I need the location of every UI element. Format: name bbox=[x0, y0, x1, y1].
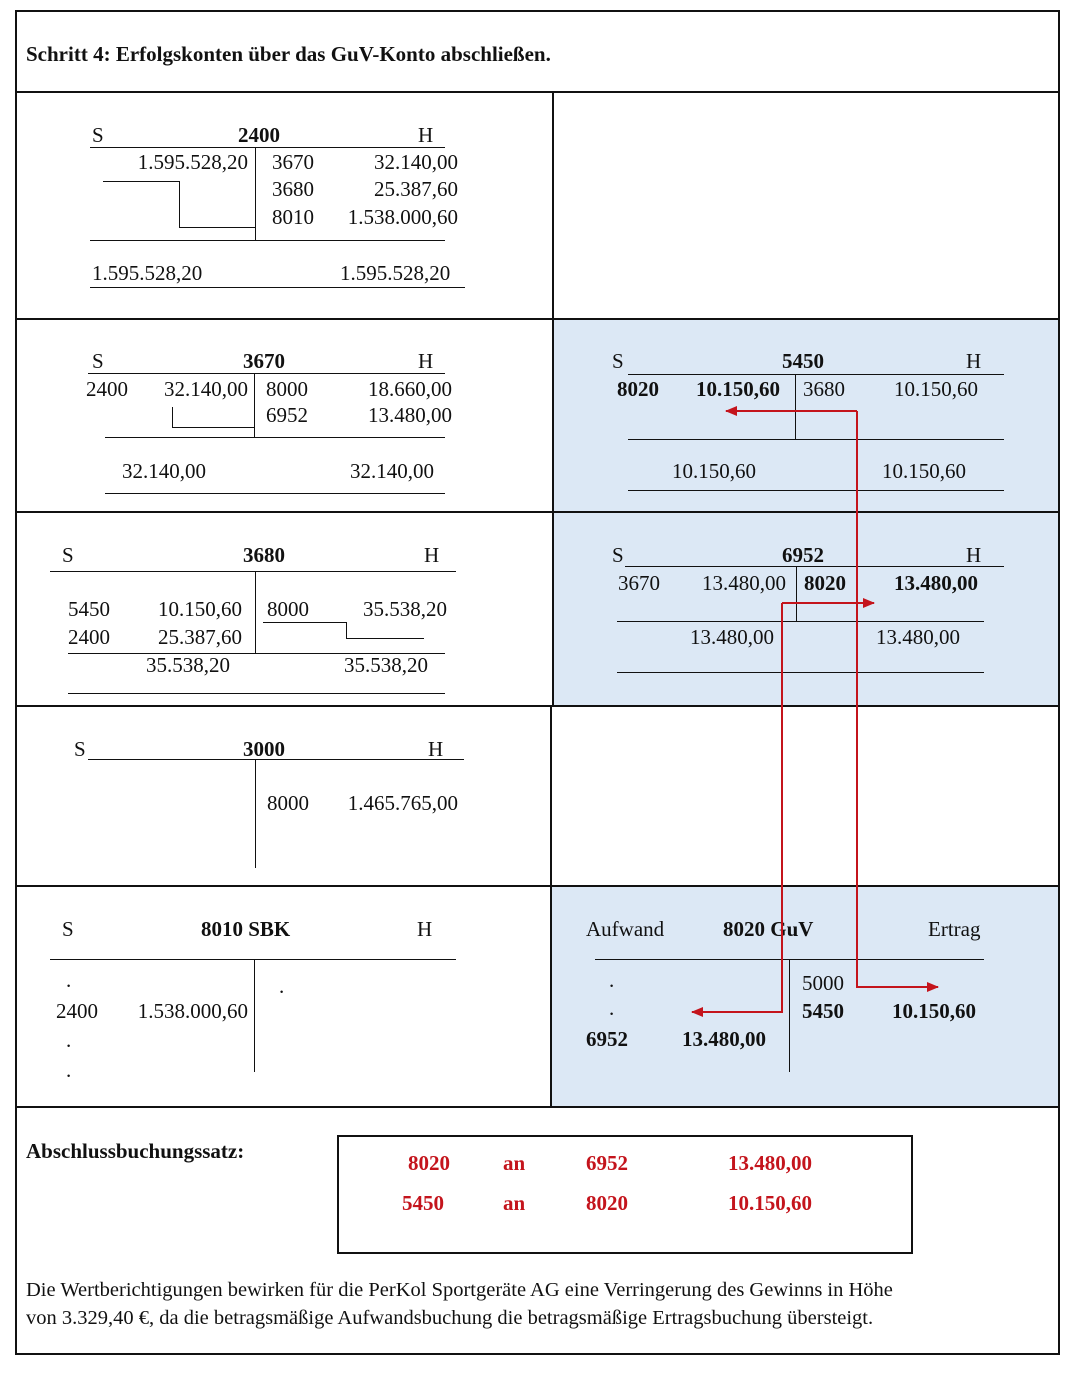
booking-an: an bbox=[503, 1191, 526, 1215]
total-credit: 13.480,00 bbox=[876, 625, 960, 649]
booking-debit: 5450 bbox=[402, 1191, 444, 1215]
page-title: Schritt 4: Erfolgskonten über das GuV-Konto abschließen. bbox=[26, 42, 551, 66]
entry-amount: 10.150,60 bbox=[892, 999, 976, 1023]
booking-amount: 13.480,00 bbox=[728, 1151, 812, 1175]
entry-amount: 13.480,00 bbox=[702, 571, 786, 595]
credit-label: H bbox=[966, 543, 982, 567]
entry-amount: 10.150,60 bbox=[696, 377, 780, 401]
debit-label: S bbox=[74, 737, 86, 761]
booking-debit: 8020 bbox=[408, 1151, 450, 1175]
total-debit: 1.595.528,20 bbox=[92, 261, 203, 285]
entry-amount: 1.595.528,20 bbox=[137, 150, 248, 174]
entry-amount: 10.150,60 bbox=[158, 597, 242, 621]
debit-label: S bbox=[612, 543, 624, 567]
account-number: 2400 bbox=[238, 123, 280, 147]
ellipsis-dot: . bbox=[609, 996, 615, 1020]
debit-label: S bbox=[62, 917, 74, 941]
debit-label: S bbox=[92, 349, 104, 373]
credit-label: H bbox=[417, 917, 433, 941]
entry-amount: 13.480,00 bbox=[682, 1027, 766, 1051]
debit-label: S bbox=[612, 349, 624, 373]
conclusion-line: Die Wertberichtigungen bewirken für die PerKol Sportgeräte AG eine Verringerung des Gewinns in Höhe bbox=[26, 1279, 893, 1301]
entry-account: 6952 bbox=[586, 1027, 628, 1051]
entry-account: 8000 bbox=[267, 597, 309, 621]
entry-amount: 32.140,00 bbox=[164, 377, 248, 401]
entry-amount: 13.480,00 bbox=[894, 571, 978, 595]
arrow-5450-to-guv bbox=[857, 411, 938, 987]
entry-amount: 25.387,60 bbox=[374, 177, 458, 201]
booking-amount: 10.150,60 bbox=[728, 1191, 812, 1215]
entry-account: 2400 bbox=[68, 625, 110, 649]
account-number: 8010 SBK bbox=[201, 917, 291, 941]
account-number: 3670 bbox=[243, 349, 285, 373]
credit-label: H bbox=[418, 349, 434, 373]
account-number: 8020 GuV bbox=[723, 917, 814, 941]
entry-amount: 10.150,60 bbox=[894, 377, 978, 401]
total-debit: 35.538,20 bbox=[146, 653, 230, 677]
debit-label: S bbox=[62, 543, 74, 567]
entry-amount: 35.538,20 bbox=[363, 597, 447, 621]
ellipsis-dot: . bbox=[66, 968, 72, 992]
entry-account: 5450 bbox=[68, 597, 110, 621]
booking-credit: 8020 bbox=[586, 1191, 628, 1215]
booking-label: Abschlussbuchungssatz: bbox=[26, 1139, 245, 1163]
entry-account: 5450 bbox=[802, 999, 844, 1023]
credit-label: H bbox=[418, 123, 434, 147]
conclusion-line: von 3.329,40 €, da die betragsmäßige Aufwandsbuchung die betragsmäßige Ertragsbuchung übersteigt. bbox=[26, 1307, 874, 1329]
total-debit: 32.140,00 bbox=[122, 459, 206, 483]
ellipsis-dot: . bbox=[279, 974, 285, 998]
entry-amount: 1.538.000,60 bbox=[347, 205, 458, 229]
credit-label: H bbox=[424, 543, 440, 567]
ellipsis-dot: . bbox=[66, 1058, 72, 1082]
entry-account: 8020 bbox=[617, 377, 659, 401]
entry-amount: 32.140,00 bbox=[374, 150, 458, 174]
credit-label: Ertrag bbox=[928, 917, 981, 941]
entry-amount: 25.387,60 bbox=[158, 625, 242, 649]
total-credit: 10.150,60 bbox=[882, 459, 966, 483]
entry-account: 3670 bbox=[618, 571, 660, 595]
account-number: 6952 bbox=[782, 543, 824, 567]
total-debit: 13.480,00 bbox=[690, 625, 774, 649]
account-number: 3000 bbox=[243, 737, 285, 761]
entry-account: 8020 bbox=[804, 571, 846, 595]
arrow-6952-to-guv bbox=[692, 603, 782, 1012]
total-credit: 1.595.528,20 bbox=[340, 261, 451, 285]
credit-label: H bbox=[966, 349, 982, 373]
entry-account: 8000 bbox=[267, 791, 309, 815]
entry-account: 8010 bbox=[272, 205, 314, 229]
entry-account: 5000 bbox=[802, 971, 844, 995]
booking-an: an bbox=[503, 1151, 526, 1175]
debit-label: Aufwand bbox=[586, 917, 665, 941]
entry-account: 2400 bbox=[86, 377, 128, 401]
entry-amount: 1.538.000,60 bbox=[137, 999, 248, 1023]
booking-credit: 6952 bbox=[586, 1151, 628, 1175]
account-number: 3680 bbox=[243, 543, 285, 567]
credit-label: H bbox=[428, 737, 444, 761]
entry-account: 3680 bbox=[803, 377, 845, 401]
ellipsis-dot: . bbox=[609, 968, 615, 992]
ellipsis-dot: . bbox=[66, 1028, 72, 1052]
entry-amount: 18.660,00 bbox=[368, 377, 452, 401]
entry-account: 2400 bbox=[56, 999, 98, 1023]
entry-account: 6952 bbox=[266, 403, 308, 427]
total-credit: 32.140,00 bbox=[350, 459, 434, 483]
debit-label: S bbox=[92, 123, 104, 147]
entry-amount: 13.480,00 bbox=[368, 403, 452, 427]
entry-amount: 1.465.765,00 bbox=[347, 791, 458, 815]
entry-account: 3680 bbox=[272, 177, 314, 201]
entry-account: 3670 bbox=[272, 150, 314, 174]
account-number: 5450 bbox=[782, 349, 824, 373]
total-debit: 10.150,60 bbox=[672, 459, 756, 483]
total-credit: 35.538,20 bbox=[344, 653, 428, 677]
entry-account: 8000 bbox=[266, 377, 308, 401]
